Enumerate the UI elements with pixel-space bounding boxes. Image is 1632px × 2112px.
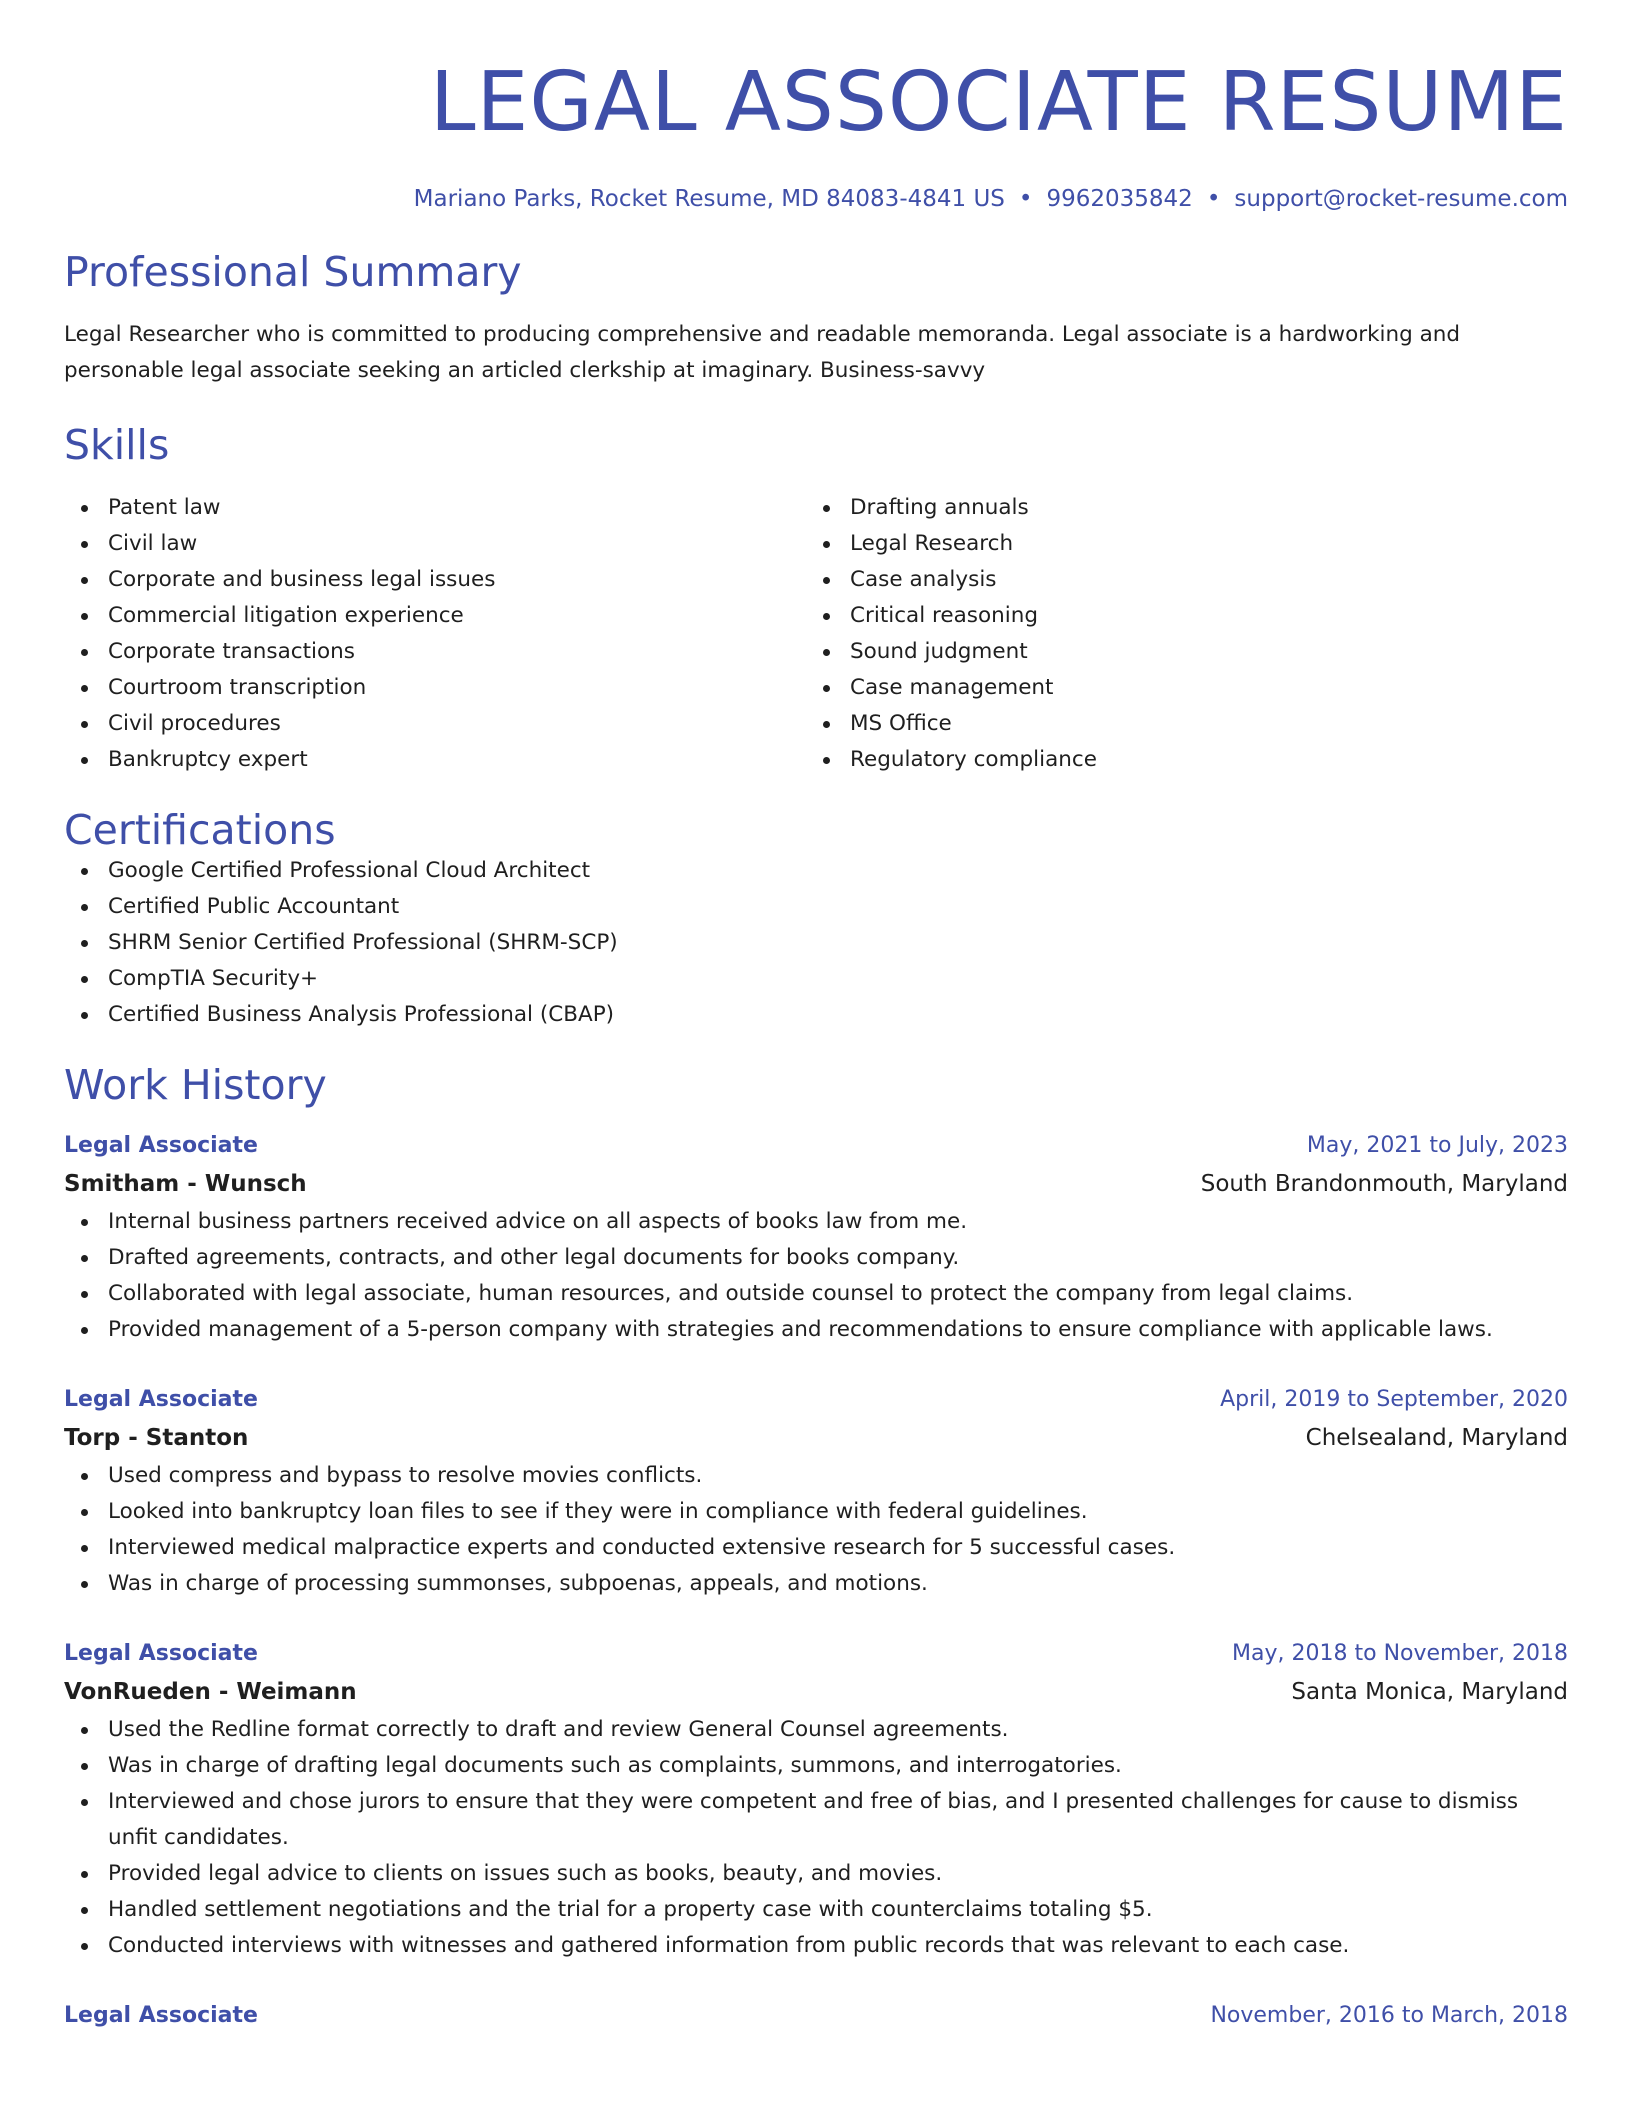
summary-heading: Professional Summary — [64, 248, 522, 296]
job-company-row — [64, 1164, 1568, 1204]
certifications-list — [64, 853, 1568, 1033]
job-location: Chelsealand, Maryland — [1305, 1425, 1568, 1452]
job-dates: April, 2019 to September, 2020 — [1220, 1387, 1568, 1413]
summary-text: Legal Researcher who is committed to producing comprehensive and readable memoranda. Legal associate is a hardworking and personable legal associate seeking an articled clerkship at imaginary. Business-savvy — [64, 322, 1461, 384]
skill-item: Critical reasoning — [806, 598, 1548, 634]
job-duty: Collaborated with legal associate, human resources, and outside counsel to protect the company from legal claims. — [64, 1276, 1568, 1312]
job-company: VonRueden - Weimann — [64, 1679, 357, 1706]
skill-item: Civil procedures — [64, 706, 806, 742]
certification-item: Certified Business Analysis Professional (CBAP) — [64, 997, 1568, 1033]
skills-heading: Skills — [64, 421, 170, 470]
job-duty: Provided legal advice to clients on issues such as books, beauty, and movies. — [64, 1856, 1568, 1892]
job-duties-list — [64, 1458, 1568, 1602]
job-location: Santa Monica, Maryland — [1291, 1679, 1568, 1706]
job-duty: Conducted interviews with witnesses and gathered information from public records that was relevant to each case. — [64, 1928, 1568, 1964]
job-entry — [64, 1998, 1568, 2034]
skill-item: Sound judgment — [806, 634, 1548, 670]
job-dates: May, 2018 to November, 2018 — [1232, 1641, 1568, 1667]
job-duty: Looked into bankruptcy loan files to see if they were in compliance with federal guidelines. — [64, 1494, 1568, 1530]
job-duty: Interviewed medical malpractice experts and conducted extensive research for 5 successful cases. — [64, 1530, 1568, 1566]
job-duties-list — [64, 1204, 1568, 1348]
certification-item: SHRM Senior Certified Professional (SHRM-SCP) — [64, 925, 1568, 961]
certification-item: Google Certified Professional Cloud Architect — [64, 853, 1568, 889]
skills-list-left — [64, 490, 806, 778]
contact-address: Mariano Parks, Rocket Resume, MD 84083-4841 US — [413, 186, 1005, 212]
job-company: Torp - Stanton — [64, 1425, 249, 1452]
job-header-row — [64, 1382, 1568, 1418]
contact-separator: • — [1018, 186, 1033, 212]
job-entry — [64, 1382, 1568, 1602]
skill-item: Corporate transactions — [64, 634, 806, 670]
skills-grid — [64, 490, 1568, 778]
certification-item: Certified Public Accountant — [64, 889, 1568, 925]
contact-email: support@rocket-resume.com — [1234, 186, 1568, 212]
skill-item: MS Office — [806, 706, 1548, 742]
skill-item: Courtroom transcription — [64, 670, 806, 706]
skill-item: Bankruptcy expert — [64, 742, 806, 778]
certifications-heading: Certifications — [64, 806, 336, 855]
job-header-row — [64, 1128, 1568, 1164]
job-duty: Used the Redline format correctly to draft and review General Counsel agreements. — [64, 1712, 1568, 1748]
contact-separator: • — [1206, 186, 1221, 212]
contact-line — [64, 186, 1568, 212]
job-duty: Was in charge of drafting legal documents such as complaints, summons, and interrogatories. — [64, 1748, 1568, 1784]
job-dates: May, 2021 to July, 2023 — [1306, 1133, 1568, 1159]
skill-item: Case management — [806, 670, 1548, 706]
job-duty: Was in charge of processing summonses, subpoenas, appeals, and motions. — [64, 1566, 1568, 1602]
contact-phone: 9962035842 — [1046, 186, 1193, 212]
job-header-row — [64, 1636, 1568, 1672]
resume-title: LEGAL ASSOCIATE RESUME — [429, 55, 1568, 150]
job-header-row — [64, 1998, 1568, 2034]
job-duties-list — [64, 1712, 1568, 1964]
job-title: Legal Associate — [64, 1641, 258, 1667]
skill-item: Case analysis — [806, 562, 1548, 598]
job-company-row — [64, 1418, 1568, 1458]
job-company-row — [64, 1672, 1568, 1712]
job-entry — [64, 1128, 1568, 1348]
job-duty: Internal business partners received advice on all aspects of books law from me. — [64, 1204, 1568, 1240]
skill-item: Commercial litigation experience — [64, 598, 806, 634]
skills-list-right — [806, 490, 1548, 778]
job-title: Legal Associate — [64, 2003, 258, 2029]
job-duty: Drafted agreements, contracts, and other legal documents for books company. — [64, 1240, 1568, 1276]
job-dates: November, 2016 to March, 2018 — [1210, 2003, 1568, 2029]
job-title: Legal Associate — [64, 1387, 258, 1413]
job-duty: Interviewed and chose jurors to ensure that they were competent and free of bias, and I presented challenges for cause to dismiss unfit candidates. — [64, 1784, 1568, 1856]
job-entry — [64, 1636, 1568, 1964]
job-duty: Provided management of a 5-person company with strategies and recommendations to ensure compliance with applicable laws. — [64, 1312, 1568, 1348]
job-title: Legal Associate — [64, 1133, 258, 1159]
skill-item: Regulatory compliance — [806, 742, 1548, 778]
job-duty: Used compress and bypass to resolve movies conflicts. — [64, 1458, 1568, 1494]
job-location: South Brandonmouth, Maryland — [1200, 1171, 1568, 1198]
skill-item: Patent law — [64, 490, 806, 526]
skill-item: Drafting annuals — [806, 490, 1548, 526]
job-duty: Handled settlement negotiations and the trial for a property case with counterclaims totaling $5. — [64, 1892, 1568, 1928]
skill-item: Corporate and business legal issues — [64, 562, 806, 598]
job-company: Smitham - Wunsch — [64, 1171, 307, 1198]
skill-item: Legal Research — [806, 526, 1548, 562]
skill-item: Civil law — [64, 526, 806, 562]
work-history-heading: Work History — [64, 1061, 327, 1110]
certification-item: CompTIA Security+ — [64, 961, 1568, 997]
